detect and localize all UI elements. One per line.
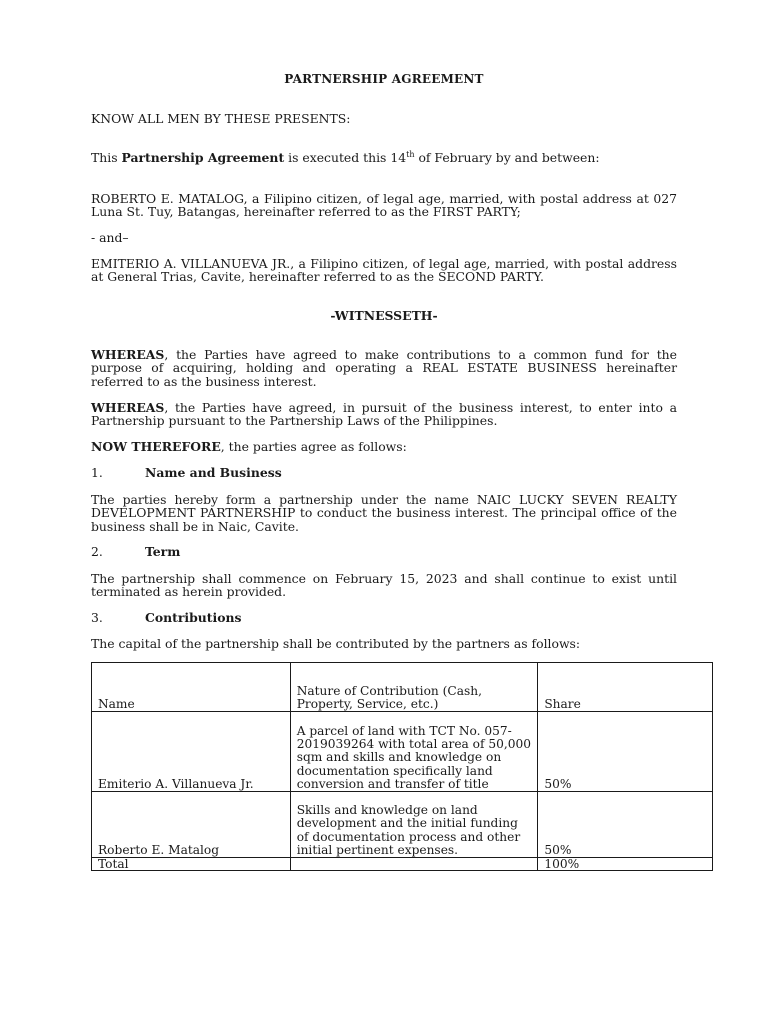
first-party-paragraph: ROBERTO E. MATALOG, a Filipino citizen, of legal age, married, with postal address at 027 Luna St. Tuy, Batangas, hereinafter referred to as the FIRST PARTY; <box>91 191 677 220</box>
now-therefore-paragraph <box>91 440 677 453</box>
section-title: Term <box>145 544 181 559</box>
document-title: PARTNERSHIP AGREEMENT <box>284 72 484 86</box>
cell-nature: A parcel of land with TCT No. 057-2019039264 with total area of 50,000 sqm and skills and knowledge on documentation specifically land conversion and transfer of title <box>290 712 538 792</box>
cell-total-share: 100% <box>538 858 713 871</box>
cell-share: 50% <box>538 712 713 792</box>
now-therefore-text: , the parties agree as follows: <box>220 439 407 454</box>
table-row <box>92 792 713 858</box>
section-body-2: The partnership shall commence on February 15, 2023 and shall continue to exist until terminated as herein provided. <box>91 571 677 600</box>
cell-total-nature <box>290 858 538 871</box>
table-row <box>92 712 713 792</box>
whereas-2-text: , the Parties have agreed, in pursuit of the business interest, to enter into a Partnership pursuant to the Partnership Laws of the Philippines. <box>91 400 677 429</box>
intro-superscript: th <box>406 149 415 159</box>
second-party-paragraph: EMITERIO A. VILLANUEVA JR., a Filipino citizen, of legal age, married, with postal address at General Trias, Cavite, hereinafter referred to as the SECOND PARTY. <box>91 256 677 285</box>
whereas-1-bold: WHEREAS <box>91 347 165 362</box>
section-number: 1. <box>91 465 103 480</box>
section-title: Contributions <box>145 610 242 625</box>
and-separator: - and– <box>91 230 129 245</box>
cell-share: 50% <box>538 792 713 858</box>
section-number: 2. <box>91 544 103 559</box>
header-nature: Nature of Contribution (Cash, Property, Service, etc.) <box>290 663 538 712</box>
section-number: 3. <box>91 610 103 625</box>
table-total-row <box>92 858 713 871</box>
section-heading-2 <box>91 545 677 558</box>
whereas-paragraph-1 <box>91 348 677 388</box>
intro-paragraph <box>91 151 677 164</box>
intro-pre: This <box>91 150 122 165</box>
section-body-3: The capital of the partnership shall be contributed by the partners as follows: <box>91 636 581 651</box>
header-share: Share <box>538 663 713 712</box>
header-name: Name <box>92 663 291 712</box>
know-all-line: KNOW ALL MEN BY THESE PRESENTS: <box>91 111 351 126</box>
now-therefore-bold: NOW THEREFORE <box>91 439 221 454</box>
cell-name: Roberto E. Matalog <box>92 792 291 858</box>
section-heading-1 <box>91 466 677 479</box>
whereas-1-text: , the Parties have agreed to make contributions to a common fund for the purpose of acquiring, holding and operating a REAL ESTATE BUSINESS hereinafter referred to as the business interest. <box>91 347 677 389</box>
table-header-row <box>92 663 713 712</box>
witnesseth-heading: -WITNESSETH- <box>330 308 438 323</box>
whereas-paragraph-2 <box>91 401 677 428</box>
cell-name: Emiterio A. Villanueva Jr. <box>92 712 291 792</box>
section-body-1: The parties hereby form a partnership under the name NAIC LUCKY SEVEN REALTY DEVELOPMENT PARTNERSHIP to conduct the business interest. The principal office of the business shall be in Naic, Cavite. <box>91 492 677 534</box>
cell-nature: Skills and knowledge on land development and the initial funding of documentation process and other initial pertinent expenses. <box>290 792 538 858</box>
section-heading-3 <box>91 611 677 624</box>
whereas-2-bold: WHEREAS <box>91 400 165 415</box>
intro-agreement-bold: Partnership Agreement <box>121 150 285 165</box>
section-title: Name and Business <box>145 465 282 480</box>
contributions-table <box>91 662 713 871</box>
intro-post: of February by and between: <box>414 150 600 165</box>
cell-total-label: Total <box>92 858 291 871</box>
intro-mid: is executed this 14 <box>284 150 407 165</box>
